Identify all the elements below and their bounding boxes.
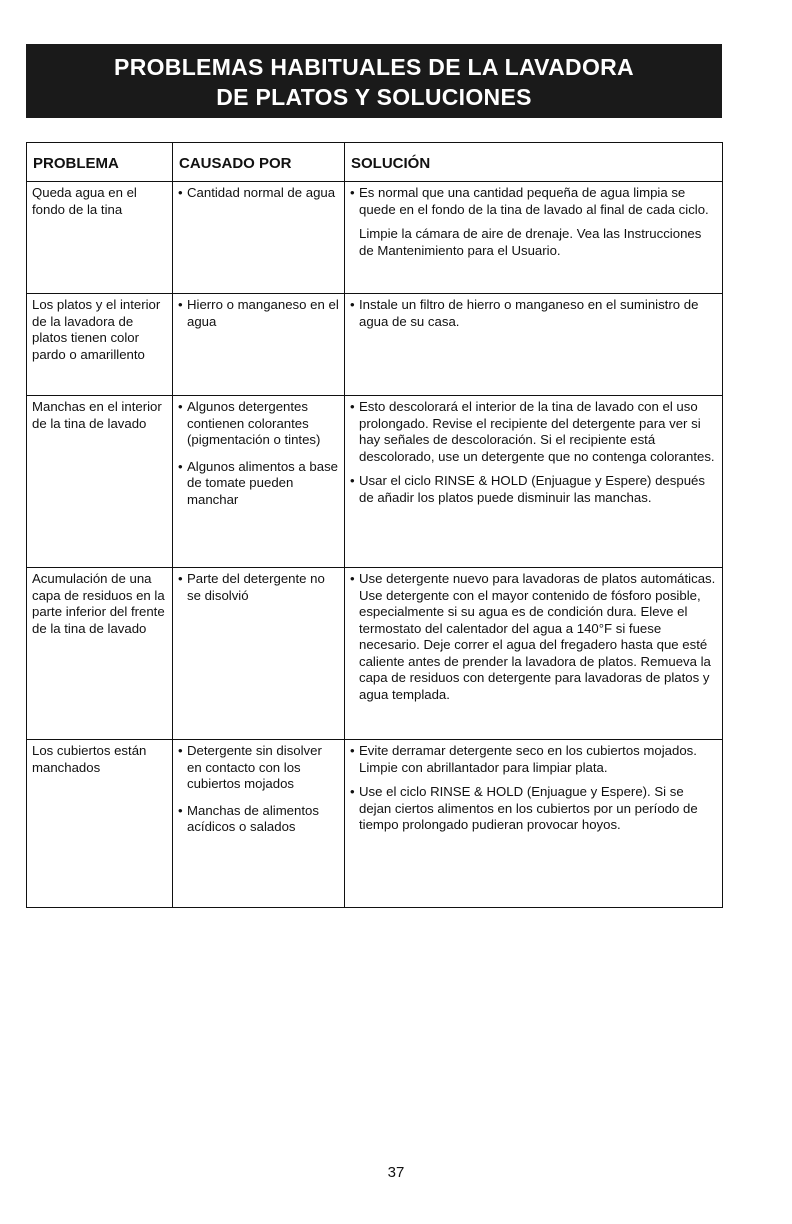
solution-item bbox=[350, 399, 718, 465]
solution-cell bbox=[345, 740, 723, 908]
problem-cell bbox=[27, 396, 173, 568]
bullet-icon: • bbox=[350, 743, 355, 758]
solution-item bbox=[350, 743, 718, 776]
bullet-icon: • bbox=[178, 297, 183, 312]
problem-cell bbox=[27, 294, 173, 396]
table-header-row bbox=[27, 143, 723, 182]
column-header-problem: PROBLEMA bbox=[27, 143, 173, 182]
cause-item bbox=[178, 185, 340, 202]
table-row bbox=[27, 396, 723, 568]
cause-item bbox=[178, 297, 340, 330]
bullet-icon: • bbox=[350, 784, 355, 799]
solution-text: Use el ciclo RINSE & HOLD (Enjuague y Espere). Si se dejan ciertos alimentos en los cubiertos por un período de tiempo prolongado pudieran provocar hoyos. bbox=[359, 784, 698, 832]
cause-text: Algunos alimentos a base de tomate pueden manchar bbox=[187, 458, 339, 507]
solution-item bbox=[350, 473, 718, 506]
bullet-icon: • bbox=[178, 458, 183, 474]
solution-text: Esto descolorará el interior de la tina de lavado con el uso prolongado. Revise el recipiente del detergente para ver si hay señales de descoloración. Si el recipiente está descolorado, use un detergente que no contenga colorantes. bbox=[359, 399, 715, 464]
cause-text: Algunos detergentes contienen colorantes (pigmentación o tintes) bbox=[187, 399, 321, 447]
cause-item bbox=[178, 743, 340, 793]
solution-text: Es normal que una cantidad pequeña de agua limpia se quede en el fondo de la tina de lavado al final de cada ciclo. bbox=[359, 185, 709, 217]
problem-text: Queda agua en el fondo de la tina bbox=[32, 185, 137, 217]
cause-cell bbox=[173, 740, 345, 908]
cause-item bbox=[178, 399, 340, 449]
cause-text: Hierro o manganeso en el agua bbox=[187, 297, 339, 329]
bullet-icon: • bbox=[350, 473, 355, 488]
cause-text: Parte del detergente no se disolvió bbox=[187, 571, 325, 603]
solution-text: Use detergente nuevo para lavadoras de platos automáticas. Use detergente con el mayor contenido de fósforo posible, especialmente si su agua es de condición dura. Eleve el termostato del calentador del agua a 140°F si fuese necesario. Deje correr el agua del fregadero hasta que esté caliente antes de prender la lavadora de platos. Remueva la capa de residuos con detergente para lavadoras de platos y agua templada. bbox=[359, 571, 716, 702]
cause-cell bbox=[173, 182, 345, 294]
column-header-solution: SOLUCIÓN bbox=[345, 143, 723, 182]
cause-text: Manchas de alimentos acídicos o salados bbox=[187, 802, 319, 834]
bullet-icon: • bbox=[178, 743, 183, 758]
cause-cell bbox=[173, 396, 345, 568]
troubleshooting-table bbox=[26, 142, 723, 908]
solution-item bbox=[350, 784, 718, 834]
cause-item bbox=[178, 803, 340, 836]
page-number: 37 bbox=[387, 1164, 405, 1181]
problem-text: Manchas en el interior de la tina de lavado bbox=[32, 399, 162, 431]
cause-cell bbox=[173, 294, 345, 396]
bullet-icon: • bbox=[178, 571, 183, 586]
cause-item bbox=[178, 571, 340, 604]
bullet-icon: • bbox=[178, 399, 183, 414]
solution-item bbox=[350, 297, 718, 330]
page-title-line-1: PROBLEMAS HABITUALES DE LA LAVADORA bbox=[114, 54, 634, 80]
bullet-icon: • bbox=[178, 802, 183, 818]
table-row bbox=[27, 294, 723, 396]
solution-text: Usar el ciclo RINSE & HOLD (Enjuague y Espere) después de añadir los platos puede disminuir las manchas. bbox=[359, 473, 705, 505]
cause-text: Cantidad normal de agua bbox=[187, 185, 336, 200]
bullet-icon: • bbox=[350, 297, 355, 312]
problem-text: Los platos y el interior de la lavadora de platos tienen color pardo o amarillento bbox=[32, 297, 161, 362]
page-title-line-2: DE PLATOS Y SOLUCIONES bbox=[216, 84, 532, 110]
cause-cell bbox=[173, 568, 345, 740]
bullet-icon: • bbox=[178, 185, 183, 200]
column-header-cause: CAUSADO POR bbox=[173, 143, 345, 182]
solution-cell bbox=[345, 294, 723, 396]
solution-text: Instale un filtro de hierro o manganeso en el suministro de agua de su casa. bbox=[359, 297, 699, 329]
table-row bbox=[27, 740, 723, 908]
solution-item bbox=[350, 571, 718, 703]
solution-text: Evite derramar detergente seco en los cubiertos mojados. Limpie con abrillantador para limpiar plata. bbox=[359, 743, 697, 775]
solution-item bbox=[350, 226, 718, 259]
problem-text: Los cubiertos están manchados bbox=[32, 743, 147, 775]
problem-text: Acumulación de una capa de residuos en la parte inferior del frente de la tina de lavado bbox=[32, 571, 165, 636]
solution-item bbox=[350, 185, 718, 218]
cause-text: Detergente sin disolver en contacto con los cubiertos mojados bbox=[187, 743, 322, 791]
problem-cell bbox=[27, 182, 173, 294]
table-row bbox=[27, 568, 723, 740]
table-row bbox=[27, 182, 723, 294]
problem-cell bbox=[27, 568, 173, 740]
bullet-icon: • bbox=[350, 571, 355, 586]
problem-cell bbox=[27, 740, 173, 908]
solution-cell bbox=[345, 182, 723, 294]
solution-cell bbox=[345, 568, 723, 740]
bullet-icon: • bbox=[350, 399, 355, 414]
bullet-icon: • bbox=[350, 185, 355, 200]
cause-item bbox=[178, 459, 340, 509]
solution-text: Limpie la cámara de aire de drenaje. Vea las Instrucciones de Mantenimiento para el Usuario. bbox=[359, 226, 702, 258]
solution-cell bbox=[345, 396, 723, 568]
page-title-banner bbox=[26, 44, 722, 118]
